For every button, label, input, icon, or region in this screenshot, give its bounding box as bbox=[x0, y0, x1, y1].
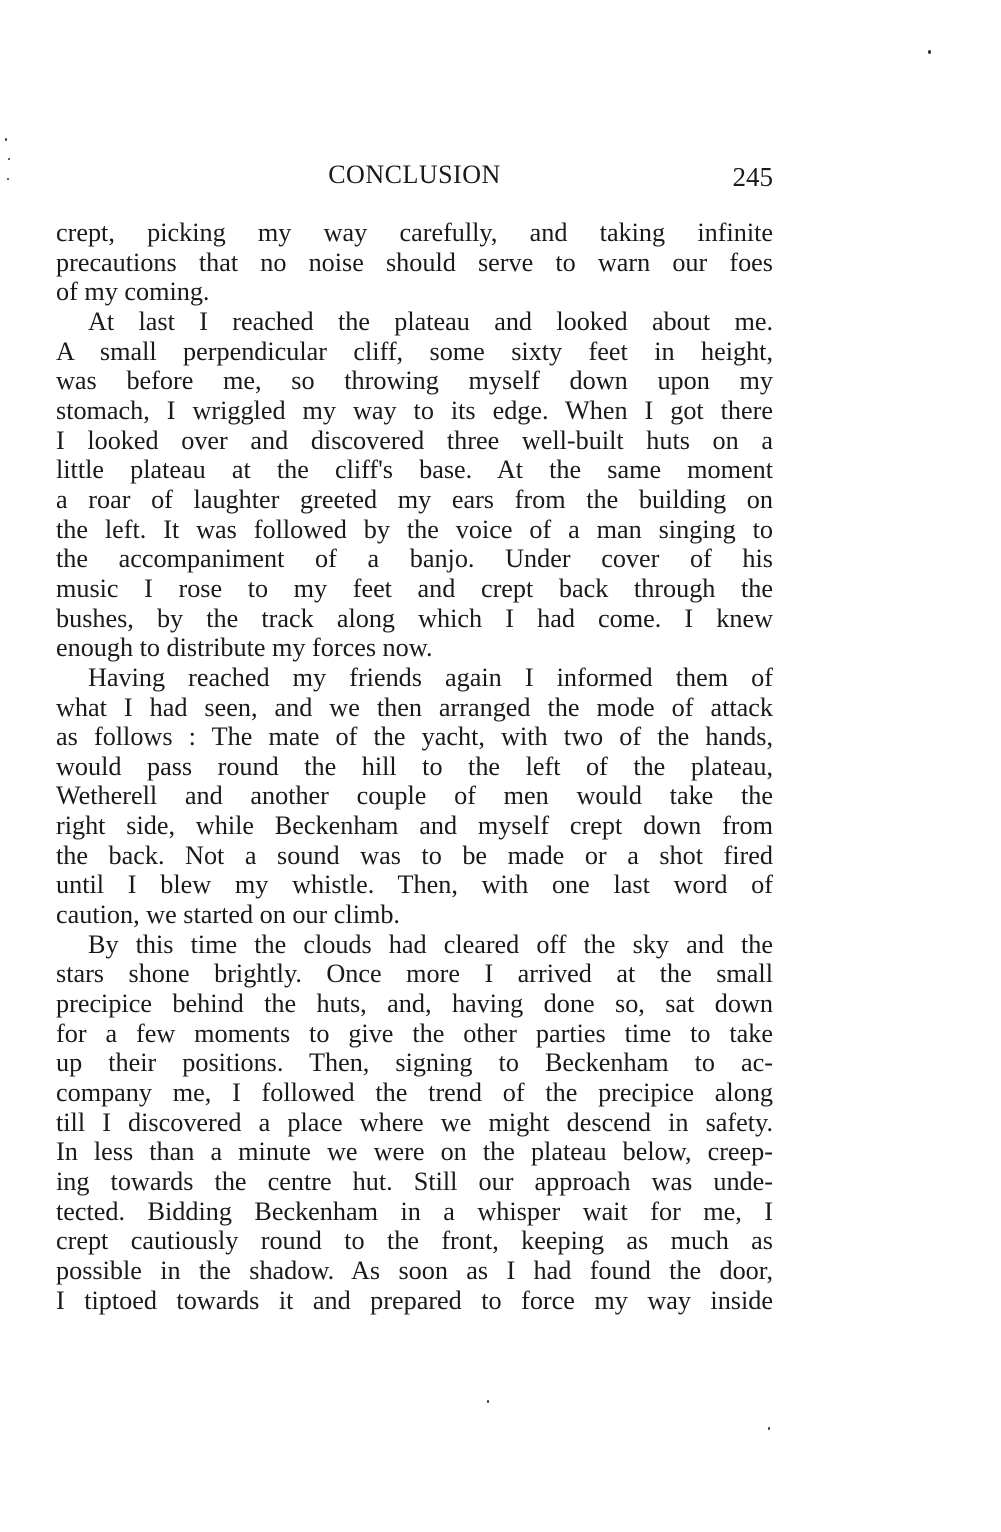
text-line: until I blew my whistle. Then, with one last word of bbox=[56, 870, 773, 900]
text-line: music I rose to my feet and crept back through the bbox=[56, 573, 773, 603]
text-line: stomach, I wriggled my way to its edge. When I got there bbox=[56, 395, 773, 425]
running-title: CONCLUSION bbox=[328, 160, 501, 189]
scan-speck bbox=[5, 138, 7, 141]
text-line: precautions that no noise should serve to warn our foes bbox=[56, 247, 773, 277]
text-line: bushes, by the track along which I had come. I knew bbox=[56, 603, 773, 633]
text-line: little plateau at the cliff's base. At the same moment bbox=[56, 455, 773, 485]
page-number: 245 bbox=[732, 162, 773, 192]
text-line: A small perpendicular cliff, some sixty feet in height, bbox=[56, 336, 773, 366]
text-line: of my coming. bbox=[56, 277, 210, 307]
text-line: I tiptoed towards it and prepared to force my way inside bbox=[56, 1285, 773, 1315]
scan-speck bbox=[928, 50, 931, 54]
text-line: company me, I followed the trend of the precipice along bbox=[56, 1078, 773, 1108]
text-line: I looked over and discovered three well-built huts on a bbox=[56, 425, 773, 455]
text-line: crept cautiously round to the front, keeping as much as bbox=[56, 1226, 773, 1256]
text-line: up their positions. Then, signing to Beckenham to ac- bbox=[56, 1048, 773, 1078]
text-line: till I discovered a place where we might descend in safety. bbox=[56, 1107, 773, 1137]
text-line: the back. Not a sound was to be made or a shot fired bbox=[56, 840, 773, 870]
text-line: Having reached my friends again I informed them of bbox=[88, 662, 773, 692]
text-line: tected. Bidding Beckenham in a whisper wait for me, I bbox=[56, 1196, 773, 1226]
text-line: In less than a minute we were on the plateau below, creep- bbox=[56, 1137, 773, 1167]
text-line: right side, while Beckenham and myself crept down from bbox=[56, 811, 773, 841]
text-line: as follows : The mate of the yacht, with two of the hands, bbox=[56, 722, 773, 752]
body-text bbox=[56, 218, 773, 1315]
scan-speck bbox=[487, 1400, 489, 1403]
text-line: By this time the clouds had cleared off the sky and the bbox=[88, 929, 773, 959]
text-line: ing towards the centre hut. Still our approach was unde- bbox=[56, 1167, 773, 1196]
text-line: enough to distribute my forces now. bbox=[56, 633, 433, 663]
text-line: possible in the shadow. As soon as I had found the door, bbox=[56, 1255, 773, 1285]
text-line: the accompaniment of a banjo. Under cover of his bbox=[56, 544, 773, 574]
text-line: stars shone brightly. Once more I arrived at the small bbox=[56, 959, 773, 989]
text-line: would pass round the hill to the left of the plateau, bbox=[56, 751, 773, 781]
running-head bbox=[56, 160, 773, 196]
text-line: for a few moments to give the other parties time to take bbox=[56, 1018, 773, 1048]
text-line: what I had seen, and we then arranged the mode of attack bbox=[56, 692, 773, 722]
text-line: Wetherell and another couple of men would take the bbox=[56, 781, 773, 811]
text-line: a roar of laughter greeted my ears from the building on bbox=[56, 484, 773, 514]
text-line: crept, picking my way carefully, and taking infinite bbox=[56, 218, 773, 247]
text-line: At last I reached the plateau and looked about me. bbox=[88, 306, 773, 336]
text-line: precipice behind the huts, and, having done so, sat down bbox=[56, 989, 773, 1019]
scan-speck bbox=[8, 158, 10, 160]
scan-speck bbox=[7, 178, 9, 180]
text-line: the left. It was followed by the voice of a man singing to bbox=[56, 514, 773, 544]
scan-speck bbox=[768, 1427, 770, 1430]
text-line: was before me, so throwing myself down upon my bbox=[56, 366, 773, 396]
text-line: caution, we started on our climb. bbox=[56, 900, 400, 930]
